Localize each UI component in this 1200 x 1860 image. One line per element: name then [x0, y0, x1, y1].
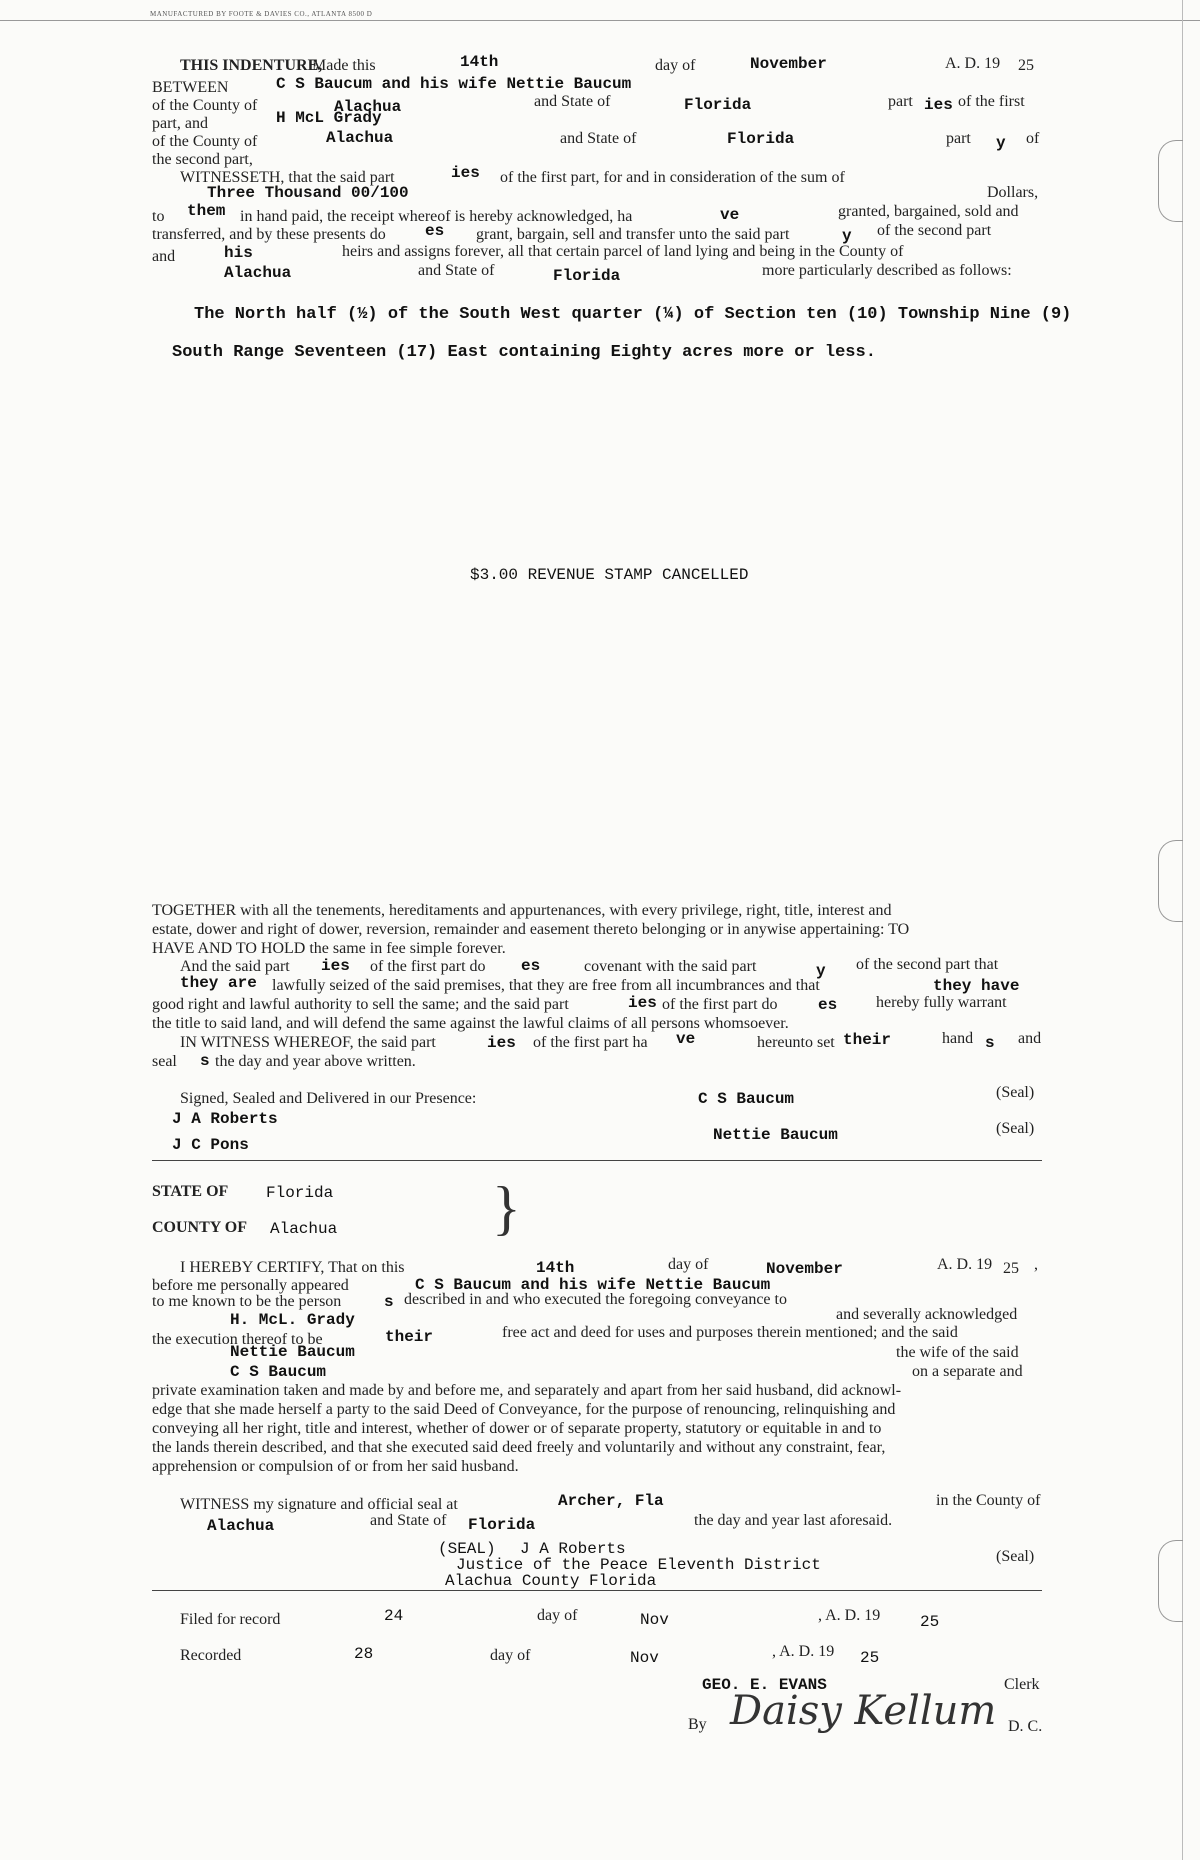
presence-label: Signed, Sealed and Delivered in our Presence:	[180, 1090, 477, 1107]
in-county-of-label: in the County of	[936, 1492, 1041, 1509]
part-suffix-1: ies	[924, 96, 953, 114]
legal-description-line-1: The North half (½) of the South West quarter (¼) of Section ten (10) Township Nine (9)	[194, 305, 1072, 324]
officer-seal-label: (Seal)	[996, 1548, 1035, 1565]
in-witness-line-b: of the first part ha	[533, 1034, 648, 1051]
in-witness-s-2: s	[200, 1052, 210, 1070]
witnesseth-es: es	[425, 222, 445, 240]
legal-description-line-2: South Range Seventeen (17) East containing Eighty acres more or less.	[172, 343, 876, 362]
part-label-1: part	[888, 93, 913, 110]
deed-day: 14th	[460, 53, 499, 71]
covenant-es: es	[521, 957, 541, 975]
recorded-year: 25	[860, 1649, 880, 1667]
in-witness-line-c: hereunto set	[757, 1034, 835, 1051]
known-person-s: s	[384, 1293, 394, 1311]
officer-county: Alachua County Florida	[445, 1572, 657, 1590]
in-witness-seal: seal	[152, 1053, 177, 1070]
covenant-they-have: they have	[933, 977, 1020, 995]
punch-hole-middle	[1158, 840, 1183, 922]
grantee-state: Florida	[727, 130, 795, 148]
certify-label: I HEREBY CERTIFY, That on this	[180, 1259, 405, 1276]
witness-my-label: WITNESS my signature and official seal at	[180, 1496, 458, 1513]
officer-seal: (SEAL)	[438, 1540, 496, 1558]
together-line-2: estate, dower and right of dower, reversion, remainder and easement thereto belonging or in anywise appertaining: TO	[152, 921, 910, 938]
covenant-es-2: es	[818, 996, 838, 1014]
together-line-3: HAVE AND TO HOLD the same in fee simple forever.	[152, 940, 506, 957]
ack-paragraph-line-5: apprehension or compulsion of or from her said husband.	[152, 1458, 519, 1475]
grantor-signature-2: Nettie Baucum	[713, 1126, 838, 1144]
ack-state: Florida	[266, 1184, 334, 1202]
covenant-line-1c: covenant with the said part	[584, 958, 757, 975]
clerk-label: Clerk	[1004, 1676, 1040, 1693]
grantors: C S Baucum and his wife Nettie Baucum	[276, 75, 632, 93]
witnesseth-line-1a: WITNESSETH, that the said part	[180, 169, 395, 186]
grantee-county: Alachua	[326, 129, 394, 147]
part-and-label: part, and	[152, 115, 208, 132]
state-of-heading: STATE OF	[152, 1183, 229, 1200]
in-witness-ve: ve	[676, 1030, 696, 1048]
of-label: of	[1026, 130, 1040, 147]
ack-paragraph-line-1: private examination taken and made by and before me, and separately and apart from her said husband, did acknowl-	[152, 1382, 902, 1399]
free-act-label: free act and deed for uses and purposes therein mentioned; and the said	[502, 1324, 958, 1341]
county-of-heading: COUNTY OF	[152, 1219, 247, 1236]
together-line-1: TOGETHER with all the tenements, hereditaments and appurtenances, with every privilege, right, title, interest and	[152, 902, 892, 919]
covenant-line-1b: of the first part do	[370, 958, 486, 975]
officer-title: Justice of the Peace Eleventh District	[456, 1556, 821, 1574]
grantor-county: Alachua	[334, 98, 402, 116]
covenant-y: y	[816, 962, 826, 980]
punch-hole-top	[1158, 140, 1183, 222]
ack-wife-name: Nettie Baucum	[230, 1343, 355, 1361]
punch-hole-bottom	[1158, 1540, 1183, 1622]
deputy-clerk-signature: Daisy Kellum	[730, 1688, 997, 1734]
grantee-name: H McL Grady	[276, 109, 382, 127]
state-of-label-2: and State of	[560, 130, 637, 147]
recorded-day: 28	[354, 1645, 374, 1663]
covenant-line-3c: hereby fully warrant	[876, 994, 1007, 1011]
covenant-line-3a: good right and lawful authority to sell the same; and the said part	[152, 996, 569, 1013]
covenant-line-3b: of the first part do	[662, 996, 778, 1013]
filed-year: 25	[920, 1613, 940, 1631]
witness-2: J C Pons	[172, 1136, 249, 1154]
revenue-stamp-note: $3.00 REVENUE STAMP CANCELLED	[470, 566, 749, 584]
recorded-label: Recorded	[180, 1647, 242, 1664]
in-witness-their: their	[843, 1031, 892, 1049]
covenant-line-1d: of the second part that	[856, 956, 999, 973]
ack-husband: C S Baucum	[230, 1363, 327, 1381]
witnesseth-line-4b: grant, bargain, sell and transfer unto the said part	[476, 226, 790, 243]
indenture-title: THIS INDENTURE,	[180, 57, 323, 74]
described-label: described in and who executed the foregoing conveyance to	[404, 1291, 787, 1308]
ack-county: Alachua	[270, 1220, 338, 1238]
filed-label: Filed for record	[180, 1611, 281, 1628]
execution-label: the execution thereof to be	[152, 1331, 323, 1348]
seal-label-1: (Seal)	[996, 1084, 1035, 1101]
venue-brace: }	[492, 1175, 521, 1241]
covenant-line-1a: And the said part	[180, 958, 290, 975]
severally-label: and severally acknowledged	[836, 1306, 1018, 1323]
ack-appeared: C S Baucum and his wife Nettie Baucum	[415, 1276, 771, 1294]
covenant-ies: ies	[321, 957, 350, 975]
ack-comma: ,	[1034, 1256, 1038, 1273]
seal-label-2: (Seal)	[996, 1120, 1035, 1137]
between-label: BETWEEN	[152, 79, 229, 96]
day-of-label: day of	[655, 57, 696, 74]
witnesseth-ve: ve	[720, 206, 740, 224]
recorded-ad-label: , A. D. 19	[772, 1643, 835, 1660]
clerk-name: GEO. E. EVANS	[702, 1676, 827, 1694]
in-witness-and: and	[1018, 1030, 1042, 1047]
ack-year: 25	[1003, 1260, 1019, 1277]
covenant-ies-2: ies	[628, 994, 657, 1012]
part-label-2: part	[946, 130, 971, 147]
printer-line: MANUFACTURED BY FOOTE & DAVIES CO., ATLANTA 8500 D	[150, 10, 373, 18]
officer-name: J A Roberts	[520, 1540, 626, 1558]
ad-label: A. D. 19	[945, 55, 1001, 72]
deed-divider	[152, 1160, 1042, 1161]
ack-ad-label: A. D. 19	[937, 1256, 993, 1273]
state-of-label-1: and State of	[534, 93, 611, 110]
witnesseth-line-3a: in hand paid, the receipt whereof is hereby acknowledged, ha	[240, 208, 633, 225]
ack-grantee: H. McL. Grady	[230, 1311, 355, 1329]
consideration-amount: Three Thousand 00/100	[207, 184, 409, 202]
ack-month: November	[766, 1260, 843, 1278]
filed-ad-label: , A. D. 19	[818, 1607, 881, 1624]
described-as-follows: more particularly described as follows:	[762, 262, 1012, 279]
witnesseth-them: them	[187, 202, 226, 220]
ack-paragraph-line-4: the lands therein described, and that she executed said deed freely and voluntarily and without any constraint, fear,	[152, 1439, 886, 1456]
filed-day: 24	[384, 1607, 404, 1625]
by-label: By	[688, 1716, 707, 1733]
deed-month: November	[750, 55, 827, 73]
second-part-label: the second part,	[152, 151, 253, 168]
day-last-label: the day and year last aforesaid.	[694, 1512, 893, 1529]
witness-1: J A Roberts	[172, 1110, 278, 1128]
in-witness-line-d: the day and year above written.	[215, 1053, 416, 1070]
filed-month: Nov	[640, 1611, 669, 1629]
covenant-they-are: they are	[180, 974, 257, 992]
ack-day-of-label: day of	[668, 1256, 709, 1273]
to-label: to	[152, 208, 165, 225]
in-witness-ies: ies	[487, 1034, 516, 1052]
county-of-label-2: of the County of	[152, 133, 258, 150]
part-suffix-2: y	[996, 134, 1006, 152]
in-witness-line-a: IN WITNESS WHEREOF, the said part	[180, 1034, 436, 1051]
in-witness-s: s	[985, 1034, 995, 1052]
witnesseth-his: his	[224, 244, 253, 262]
deputy-clerk-label: D. C.	[1008, 1718, 1043, 1735]
in-witness-hand: hand	[942, 1030, 974, 1047]
witnesseth-y: y	[842, 227, 852, 245]
witnesseth-line-5: heirs and assigns forever, all that certain parcel of land lying and being in the County of	[342, 243, 904, 260]
top-edge-rule	[0, 20, 1200, 21]
ack-state-2: Florida	[468, 1516, 536, 1534]
dollars-label: Dollars,	[987, 184, 1039, 201]
witnesseth-line-4a: transferred, and by these presents do	[152, 226, 386, 243]
witnesseth-line-1b: of the first part, for and in consideration of the sum of	[500, 169, 845, 186]
land-state-label: and State of	[418, 262, 495, 279]
land-state: Florida	[553, 267, 621, 285]
witnesseth-ies: ies	[451, 164, 480, 182]
filed-day-of-label: day of	[537, 1607, 578, 1624]
witnesseth-line-4c: of the second part	[877, 222, 992, 239]
ack-paragraph-line-3: conveying all her right, title and interest, whether of dower or of separate property, statutory or equitable in and to	[152, 1420, 882, 1437]
grantor-signature-1: C S Baucum	[698, 1090, 795, 1108]
separate-label: on a separate and	[912, 1363, 1023, 1380]
wife-of-label: the wife of the said	[896, 1344, 1019, 1361]
witnesseth-line-3b: granted, bargained, sold and	[838, 203, 1019, 220]
ack-county-2: Alachua	[207, 1517, 275, 1535]
deed-year: 25	[1018, 57, 1034, 74]
ack-divider	[152, 1590, 1042, 1591]
recorded-month: Nov	[630, 1649, 659, 1667]
of-the-first-label: of the first	[958, 93, 1025, 110]
ack-state-label: and State of	[370, 1512, 447, 1529]
made-this-label: Made this	[312, 57, 376, 74]
ack-day: 14th	[536, 1259, 575, 1277]
and-label: and	[152, 248, 176, 265]
county-of-label-1: of the County of	[152, 97, 258, 114]
ack-their: their	[385, 1328, 434, 1346]
grantor-state: Florida	[684, 96, 752, 114]
before-me-label: before me personally appeared	[152, 1277, 349, 1294]
covenant-line-2: lawfully seized of the said premises, that they are free from all incumbrances and that	[272, 977, 820, 994]
recorded-day-of-label: day of	[490, 1647, 531, 1664]
ack-place: Archer, Fla	[558, 1492, 664, 1510]
land-county: Alachua	[224, 264, 292, 282]
covenant-line-4: the title to said land, and will defend the same against the lawful claims of all persons whomsoever.	[152, 1015, 789, 1032]
ack-paragraph-line-2: edge that she made herself a party to the said Deed of Conveyance, for the purpose of renouncing, relinquishing and	[152, 1401, 896, 1418]
known-person-label: to me known to be the person	[152, 1293, 342, 1310]
